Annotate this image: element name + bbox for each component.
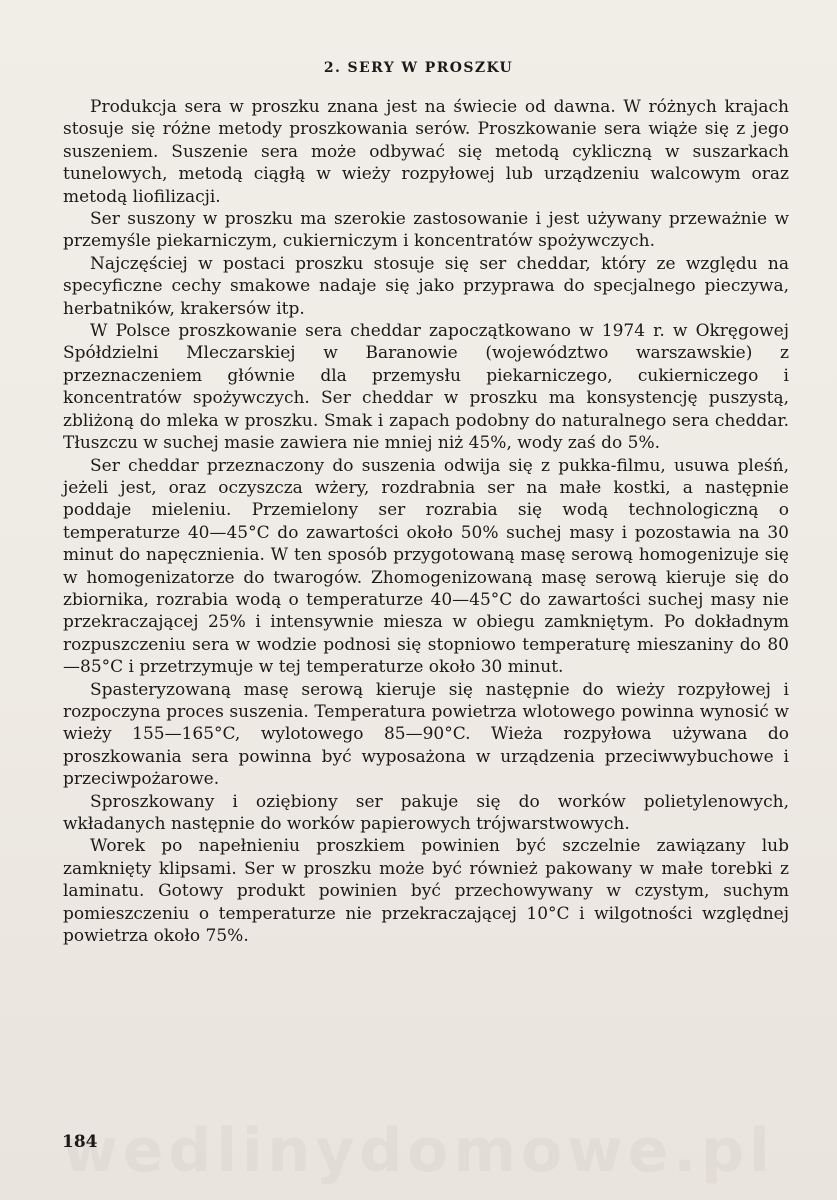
paragraph: Produkcja sera w proszku znana jest na świecie od dawna. W różnych krajach stosuje się różne metody proszkowania serów. Proszkowanie sera wiąże się z jego suszeniem. Suszenie sera może odbywać się metodą cykliczną w suszarkach tunelowych, metodą ciągłą w wieży rozpyłowej lub urządzeniu walcowym oraz metodą liofilizacji. [63,97,789,207]
section-heading: 2. SERY W PROSZKU [323,60,514,76]
paragraph: Najczęściej w postaci proszku stosuje się ser cheddar, który ze względu na specyficzne cechy smakowe nadaje się jako przyprawa do specjalnego pieczywa, herbatników, krakersów itp. [63,253,789,319]
paragraph: Ser suszony w proszku ma szerokie zastosowanie i jest używany przeważnie w przemyśle piekarniczym, cukierniczym i koncentratów spożywczych. [63,209,789,252]
paragraph: Worek po napełnieniu proszkiem powinien być szczelnie zawiązany lub zamknięty klipsami. Ser w proszku może być również pakowany w małe torebki z laminatu. Gotowy produkt powinien być przechowywany w czystym, suchym pomieszczeniu o temperaturze nie przekraczającej 10°C i wilgotności względnej powietrza około 75%. [63,836,789,947]
paragraph: Spasteryzowaną masę serową kieruje się następnie do wieży rozpyłowej i rozpoczyna proces suszenia. Temperatura powietrza wlotowego powinna wynosić w wieży 155—165°C, wylotowego 85—90°C. Wieża rozpyłowa używana do proszkowania sera powinna być wyposażona w urządzenia przeciwwybuchowe i przeciwpożarowe. [63,679,789,790]
paragraph: Ser cheddar przeznaczony do suszenia odwija się z pukka-filmu, usuwa pleśń, jeżeli jest, oraz oczyszcza wżery, rozdrabnia ser na małe kostki, a następnie poddaje mieleniu. Przemielony ser rozrabia się wodą technologiczną o temperaturze 40—45°C do zawartości około 50% suchej masy i pozostawia na 30 minut do napęcznienia. W ten sposób przygotowaną masę serową homogenizuje się w homogenizatorze do twarogów. Zhomogenizowaną masę serową kieruje się do zbiornika, rozrabia wodą o temperaturze 40—45°C do zawartości suchej masy nie przekraczającej 25% i intensywnie miesza w obiegu zamkniętym. Po dokładnym rozpuszczeniu sera w wodzie podnosi się stopniowo temperaturę mieszaniny do 80—85°C i przetrzymuje w tej temperaturze około 30 minut. [63,455,789,678]
watermark [0,1116,837,1186]
page-number: 184 [62,1132,98,1152]
paragraph: W Polsce proszkowanie sera cheddar zapoczątkowano w 1974 r. w Okręgowej Spółdzielni Mleczarskiej w Baranowie (województwo warszawskie) z przeznaczeniem głównie dla przemysłu piekarniczego, cukierniczego i koncentratów spożywczych. Ser cheddar w proszku ma konsystencję puszystą, zbliżoną do mleka w proszku. Smak i zapach podobny do naturalnego sera cheddar. Tłuszczu w suchej masie zawiera nie mniej niż 45%, wody zaś do 5%. [63,321,789,454]
body-text [63,96,789,947]
paragraph: Sproszkowany i oziębiony ser pakuje się do worków polietylenowych, wkładanych następnie do worków papierowych trójwarstwowych. [63,791,789,834]
